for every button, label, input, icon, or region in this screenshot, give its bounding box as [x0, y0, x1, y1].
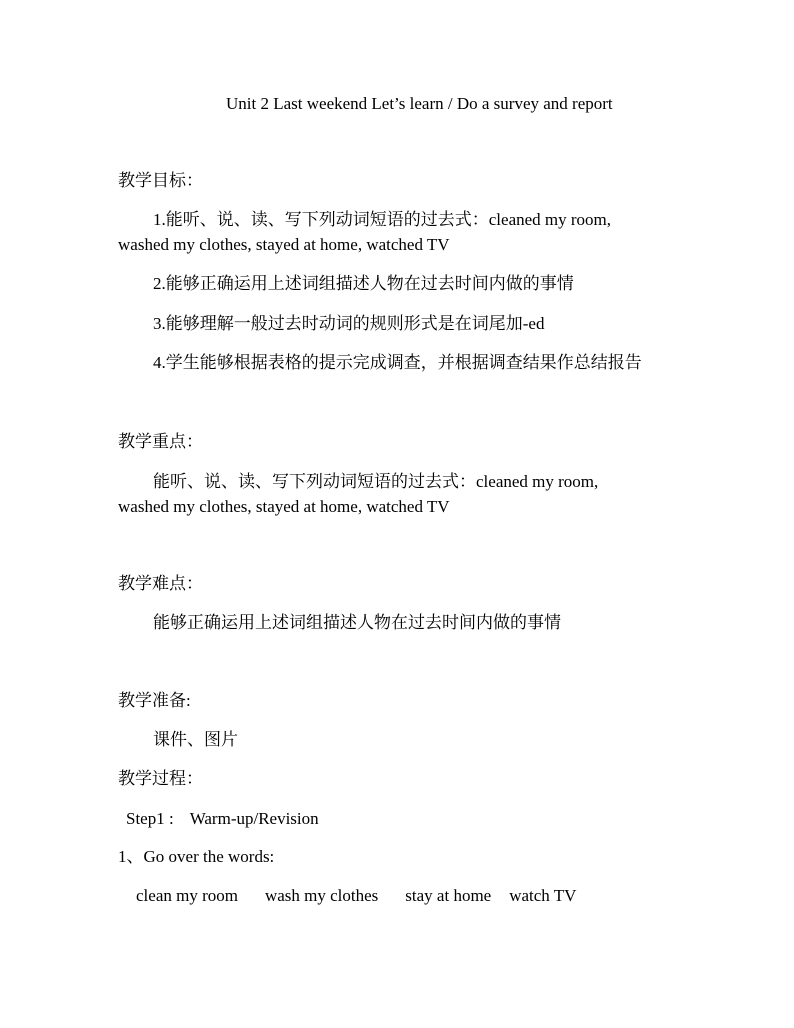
- step-1-label: Step1 :: [126, 809, 174, 828]
- document-title: Unit 2 Last weekend Let’s learn / Do a survey and report: [226, 94, 613, 113]
- step-1-name: Warm-up/Revision: [189, 809, 319, 828]
- objective-1-line-1: 1.能听、说、读、写下列动词短语的过去式：cleaned my room,: [153, 210, 612, 229]
- difficulties-line-1: 能够正确运用上述词组描述人物在过去时间内做的事情: [153, 613, 561, 632]
- objective-4: 4.学生能够根据表格的提示完成调查，并根据调查结果作总结报告: [153, 353, 642, 372]
- word-item: wash my clothes: [264, 886, 379, 905]
- process-item-1: 1、Go over the words:: [118, 847, 275, 866]
- word-item: stay at home: [405, 886, 492, 905]
- word-list: [136, 885, 576, 907]
- step-1-row: [126, 808, 319, 830]
- key-points-heading: 教学重点：: [118, 432, 203, 451]
- difficulties-heading: 教学难点：: [118, 574, 203, 593]
- objective-1-line-2: washed my clothes, stayed at home, watched TV: [118, 235, 450, 254]
- key-points-line-2: washed my clothes, stayed at home, watched TV: [118, 497, 450, 516]
- process-heading: 教学过程：: [118, 769, 203, 788]
- preparation-line-1: 课件、图片: [153, 730, 238, 749]
- preparation-heading: 教学准备:: [118, 691, 191, 710]
- objective-3: 3.能够理解一般过去时动词的规则形式是在词尾加-ed: [153, 314, 545, 333]
- word-item: clean my room: [136, 886, 238, 905]
- objective-2: 2.能够正确运用上述词组描述人物在过去时间内做的事情: [153, 274, 574, 293]
- objectives-heading: 教学目标：: [118, 171, 203, 190]
- key-points-line-1: 能听、说、读、写下列动词短语的过去式：cleaned my room,: [153, 472, 599, 491]
- word-item: watch TV: [509, 886, 577, 905]
